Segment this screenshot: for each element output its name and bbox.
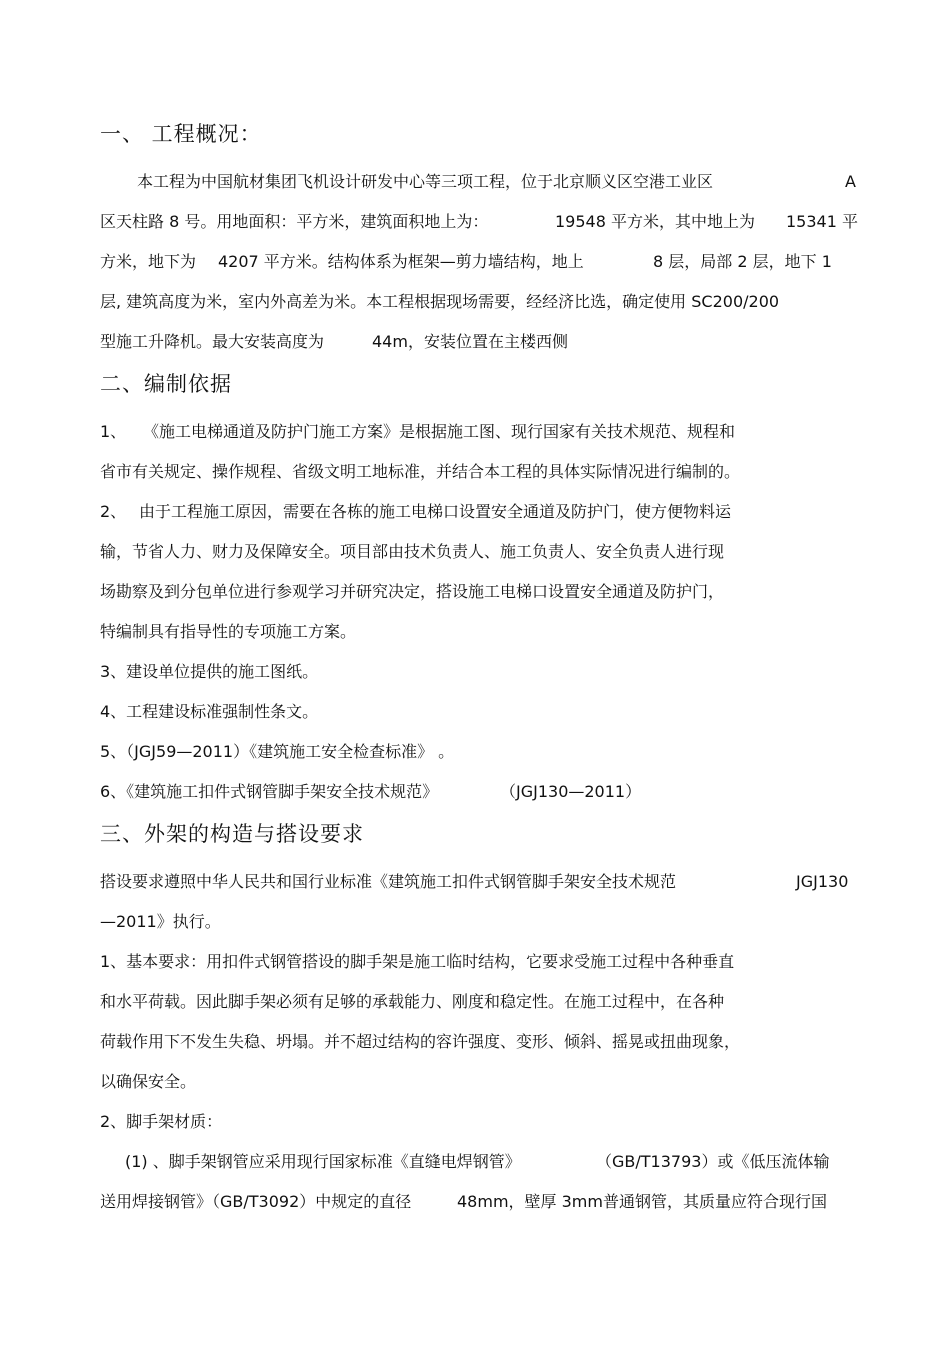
paragraph-line: 5、（JGJ59—2011）《建筑施工安全检查标准》 。 <box>100 742 455 761</box>
paragraph-line: 4207 平方米。结构体系为框架—剪力墙结构，地上 <box>218 252 584 271</box>
paragraph-line: 输，节省人力、财力及保障安全。项目部由技术负责人、施工负责人、安全负责人进行现 <box>100 542 725 561</box>
paragraph-line: 《施工电梯通道及防护门施工方案》是根据施工图、现行国家有关技术规范、规程和 <box>143 422 736 441</box>
paragraph-line: 44m，安装位置在主楼西侧 <box>372 332 568 351</box>
section-heading-3: 三、外架的构造与搭设要求 <box>100 822 364 846</box>
list-number: 2、 <box>100 502 127 521</box>
list-number: 1、 <box>100 422 127 441</box>
section-heading-1: 一、 工程概况： <box>100 122 262 146</box>
section-heading-2: 二、编制依据 <box>100 372 232 396</box>
paragraph-line: 和水平荷载。因此脚手架必须有足够的承载能力、刚度和稳定性。在施工过程中，在各种 <box>100 992 725 1011</box>
paragraph-line: 方米，地下为 <box>100 252 197 271</box>
paragraph-line: 荷载作用下不发生失稳、坍塌。并不超过结构的容许强度、变形、倾斜、摇晃或扭曲现象， <box>100 1032 741 1051</box>
paragraph-line: 以确保安全。 <box>100 1072 197 1091</box>
paragraph-line: (1) 、脚手架钢管应采用现行国家标准《直缝电焊钢管》 <box>125 1152 521 1171</box>
paragraph-line: 2、脚手架材质： <box>100 1112 223 1131</box>
paragraph-line: 型施工升降机。最大安装高度为 <box>100 332 325 351</box>
paragraph-line: 15341 平 <box>786 212 858 231</box>
paragraph-line: 送用焊接钢管》（GB/T3092）中规定的直径 <box>100 1192 412 1211</box>
paragraph-line: —2011》执行。 <box>100 912 221 931</box>
paragraph-line: 6、《建筑施工扣件式钢管脚手架安全技术规范》 <box>100 782 439 801</box>
paragraph-line: 由于工程施工原因，需要在各栋的施工电梯口设置安全通道及防护门，使方便物料运 <box>139 502 732 521</box>
paragraph-line: A <box>845 172 856 191</box>
paragraph-line: 区天柱路 8 号。用地面积：平方米，建筑面积地上为： <box>100 212 489 231</box>
paragraph-line: 19548 平方米，其中地上为 <box>555 212 755 231</box>
paragraph-line: 4、工程建设标准强制性条文。 <box>100 702 319 721</box>
paragraph-line: 层, 建筑高度为米，室内外高差为米。本工程根据现场需要，经经济比选，确定使用 SC200/200 <box>100 292 780 311</box>
paragraph-line: （GB/T13793）或《低压流体输 <box>596 1152 830 1171</box>
paragraph-line: 搭设要求遵照中华人民共和国行业标准《建筑施工扣件式钢管脚手架安全技术规范 <box>100 872 677 891</box>
paragraph-line: 特编制具有指导性的专项施工方案。 <box>100 622 357 641</box>
paragraph-line: JGJ130 <box>796 872 849 891</box>
paragraph-line: 省市有关规定、操作规程、省级文明工地标准，并结合本工程的具体实际情况进行编制的。 <box>100 462 741 481</box>
paragraph-line: 1、基本要求：用扣件式钢管搭设的脚手架是施工临时结构，它要求受施工过程中各种垂直 <box>100 952 735 971</box>
paragraph-line: 8 层，局部 2 层，地下 1 <box>653 252 832 271</box>
paragraph-line: 3、建设单位提供的施工图纸。 <box>100 662 319 681</box>
paragraph-line: 本工程为中国航材集团飞机设计研发中心等三项工程，位于北京顺义区空港工业区 <box>137 172 714 191</box>
paragraph-line: （JGJ130—2011） <box>500 782 642 801</box>
paragraph-line: 场勘察及到分包单位进行参观学习并研究决定，搭设施工电梯口设置安全通道及防护门， <box>100 582 725 601</box>
paragraph-line: 48mm，壁厚 3mm普通钢管，其质量应符合现行国 <box>457 1192 827 1211</box>
